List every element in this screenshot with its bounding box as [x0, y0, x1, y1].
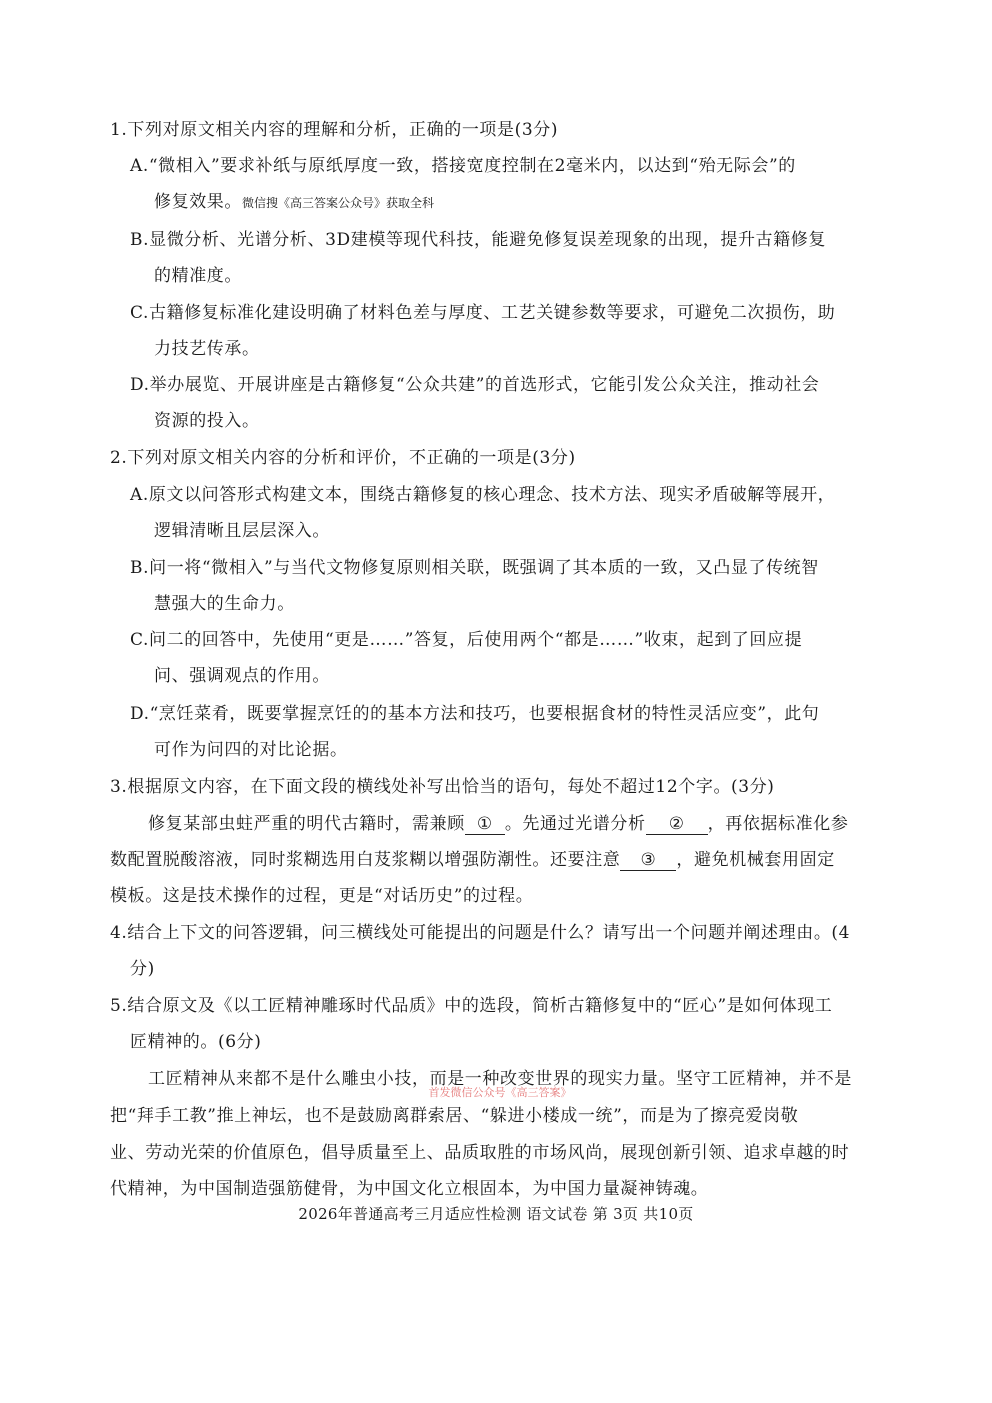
q1-option-a: A.“微相入”要求补纸与原纸厚度一致，搭接宽度控制在2毫米内，以达到“殆无际会”的: [130, 156, 796, 176]
q3-text-1a: 修复某部虫蛀严重的明代古籍时，需兼顾: [148, 814, 465, 834]
q5-stem-cont: 匠精神的。(6分): [130, 1032, 262, 1052]
q1-option-b-cont: 的精准度。: [154, 266, 242, 286]
q3-blank-2[interactable]: ②: [646, 814, 708, 835]
q1-option-d: D.举办展览、开展讲座是古籍修复“公众共建”的首选形式，它能引发公众关注，推动社会: [130, 375, 820, 395]
q3-passage-line1: [148, 812, 848, 836]
q3-passage-line2: [110, 848, 835, 872]
q2-option-a-cont: 逻辑清晰且层层深入。: [154, 521, 330, 541]
q5-excerpt-line4: 代精神，为中国制造强筋健骨，为中国文化立根固本，为中国力量凝神铸魂。: [110, 1179, 709, 1199]
q3-passage-line3: 模板。这是技术操作的过程，更是“对话历史”的过程。: [110, 886, 534, 906]
page-footer: 2026年普通高考三月适应性检测 语文试卷 第 3页 共10页: [298, 1205, 694, 1223]
q3-text-2b: ，避免机械套用固定: [676, 850, 835, 870]
q2-option-c: C.问二的回答中，先使用“更是……”答复，后使用两个“都是……”收束，起到了回应提: [130, 630, 803, 650]
q5-excerpt-line3: 业、劳动光荣的价值原色，倡导质量至上、品质取胜的市场风尚，展现创新引领、追求卓越的时: [110, 1143, 850, 1163]
q2-option-c-cont: 问、强调观点的作用。: [154, 666, 330, 686]
q2-stem: 2.下列对原文相关内容的分析和评价，不正确的一项是(3分): [110, 448, 576, 468]
q3-text-1b: 。先通过光谱分析: [504, 814, 646, 834]
q1-option-d-cont: 资源的投入。: [154, 411, 260, 431]
q1-option-a-cont: [154, 190, 434, 215]
q3-blank-3[interactable]: ③: [620, 850, 676, 871]
q1-option-b: B.显微分析、光谱分析、3D建模等现代科技，能避免修复误差现象的出现，提升古籍修复: [130, 230, 826, 250]
watermark: 首发微信公众号《高三答案》: [428, 1086, 572, 1099]
q2-option-b-cont: 慧强大的生命力。: [154, 594, 295, 614]
q3-stem: 3.根据原文内容，在下面文段的横线处补写出恰当的语句，每处不超过12个字。(3分): [110, 777, 775, 797]
q3-text-2a: 数配置脱酸溶液，同时浆糊选用白芨浆糊以增强防潮性。还要注意: [110, 850, 621, 870]
q2-option-d-cont: 可作为问四的对比论据。: [154, 740, 348, 760]
q5-stem: 5.结合原文及《以工匠精神雕琢时代品质》中的选段，简析古籍修复中的“匠心”是如何体现工: [110, 996, 833, 1016]
q1-promo-note: 微信搜《高三答案公众号》获取全科: [242, 196, 435, 210]
q1-option-c-cont: 力技艺传承。: [154, 339, 260, 359]
q5-excerpt-line1: 工匠精神从来都不是什么雕虫小技，而是一种改变世界的现实力量。坚守工匠精神，并不是: [148, 1069, 852, 1089]
q1-stem: 1.下列对原文相关内容的理解和分析，正确的一项是(3分): [110, 120, 559, 140]
q3-blank-1[interactable]: ①: [465, 814, 505, 835]
q5-excerpt-line2: 把“拜手工教”推上神坛，也不是鼓励离群索居、“躲进小楼成一统”，而是为了擦亮爱岗敬: [110, 1106, 799, 1126]
q1-option-c: C.古籍修复标准化建设明确了材料色差与厚度、工艺关键参数等要求，可避免二次损伤，助: [130, 303, 836, 323]
q4-stem-cont: 分): [130, 959, 155, 979]
q2-option-d: D.“烹饪菜肴，既要掌握烹饪的的基本方法和技巧，也要根据食材的特性灵活应变”，此句: [130, 704, 820, 724]
q3-text-1c: ，再依据标准化参: [707, 814, 849, 834]
q2-option-b: B.问一将“微相入”与当代文物修复原则相关联，既强调了其本质的一致，又凸显了传统智: [130, 558, 819, 578]
q1-option-a-text: 修复效果。: [154, 192, 242, 212]
q4-stem: 4.结合上下文的问答逻辑，问三横线处可能提出的问题是什么？请写出一个问题并阐述理由。(4: [110, 923, 851, 943]
q2-option-a: A.原文以问答形式构建文本，围绕古籍修复的核心理念、技术方法、现实矛盾破解等展开，: [130, 485, 836, 505]
